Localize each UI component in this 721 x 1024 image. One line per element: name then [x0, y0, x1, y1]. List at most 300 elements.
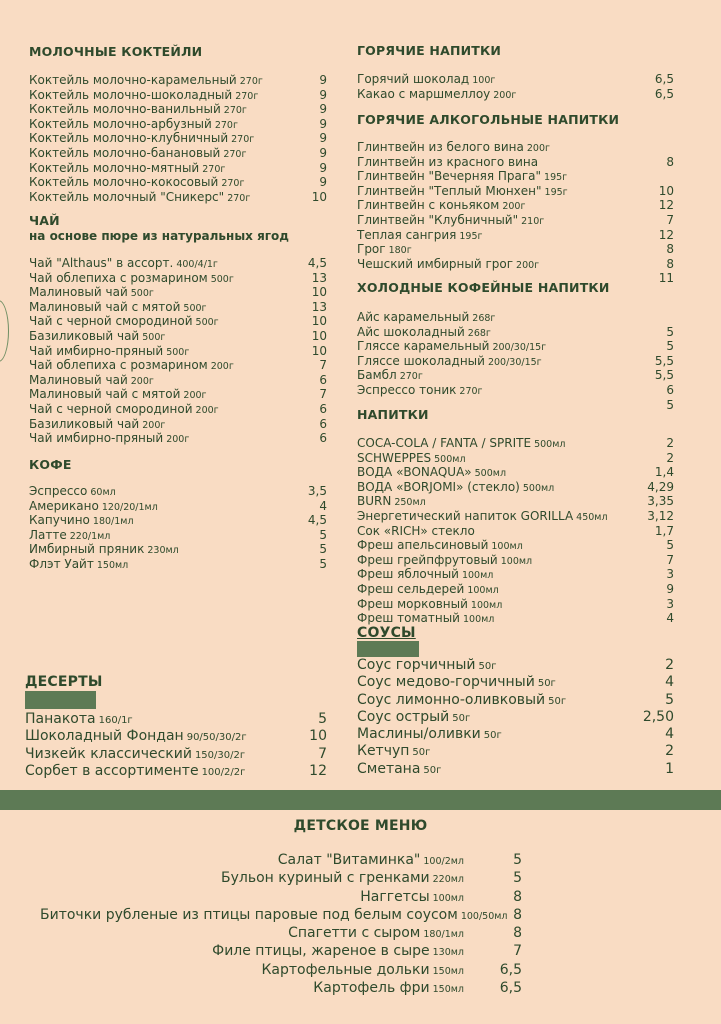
- menu-item: [40, 961, 522, 979]
- menu-item: [357, 726, 674, 743]
- menu-item-name: Гляссе карамельный: [357, 339, 490, 354]
- menu-item-name: Спагетти с сыром: [288, 925, 421, 942]
- menu-item-name: Глинтвейн из красного вина: [357, 154, 539, 169]
- menu-item-name: Фреш томатный: [357, 611, 460, 626]
- menu-item-name: Соус лимонно-оливковый: [357, 691, 546, 708]
- menu-item-weight: 270г: [459, 385, 483, 397]
- menu-item-price: 3,12: [647, 508, 674, 523]
- menu-item: [40, 851, 522, 869]
- menu-item-name: Фреш яблочный: [357, 567, 459, 582]
- menu-item-weight: 400/4/1г: [176, 259, 218, 270]
- menu-item: [357, 465, 674, 480]
- menu-item: [29, 344, 327, 359]
- section-title-tea: ЧАЙ: [29, 213, 60, 228]
- menu-item: [357, 140, 674, 155]
- menu-item: [29, 117, 327, 132]
- menu-item-price: 9: [319, 102, 327, 117]
- menu-item-price: 5: [513, 852, 522, 868]
- menu-item-name: Горячий шоколад: [357, 72, 470, 86]
- menu-item: [357, 184, 674, 199]
- menu-item-name: Чай облепиха с розмарином: [29, 358, 208, 373]
- menu-item-price: 7: [318, 745, 327, 762]
- menu-item-name: Чай с черной смородиной: [29, 314, 193, 329]
- menu-item: [29, 528, 327, 543]
- menu-item-weight: 180/1мл: [423, 929, 464, 941]
- menu-item: [357, 509, 674, 524]
- menu-item: [357, 72, 674, 87]
- menu-item-weight: 100/50мл: [460, 910, 508, 922]
- menu-item-weight: 100мл: [470, 599, 503, 611]
- menu-item-weight: 200г: [130, 375, 154, 387]
- drinks-list: [357, 436, 674, 626]
- menu-item-price: 10: [311, 285, 327, 300]
- menu-item-name: Шоколадный Фондан: [25, 728, 184, 745]
- menu-item: [357, 155, 674, 170]
- menu-item-price: 3,5: [307, 484, 327, 498]
- menu-item-price: 10: [309, 728, 327, 745]
- menu-item-price: 2,50: [642, 708, 674, 725]
- menu-item-weight: 500г: [166, 346, 190, 358]
- menu-item: [29, 542, 327, 557]
- menu-item-name: Малиновый чай: [29, 372, 128, 387]
- menu-item: [29, 358, 327, 373]
- menu-item-price: 10: [311, 189, 327, 204]
- menu-item-name: Базиликовый чай: [29, 416, 140, 431]
- menu-item-price: 5: [319, 527, 327, 542]
- menu-item-price: 9: [319, 160, 327, 175]
- menu-item-weight: 160/1г: [98, 715, 133, 726]
- menu-item: [357, 325, 674, 340]
- menu-item-weight: 100мл: [461, 570, 494, 582]
- menu-item-weight: 180/1мл: [92, 516, 134, 528]
- menu-item-price: 10: [311, 328, 327, 343]
- menu-item-price: 10: [658, 183, 674, 198]
- menu-item-name: Глинтвейн "Вечерняя Прага": [357, 169, 542, 184]
- menu-item-weight: 50г: [478, 661, 497, 672]
- menu-item: [357, 597, 674, 612]
- menu-item: [25, 763, 327, 780]
- menu-item-price: 6: [319, 401, 327, 416]
- menu-item-weight: 200г: [516, 259, 540, 271]
- menu-item: [357, 692, 674, 709]
- menu-item-name: Капучино: [29, 513, 90, 528]
- section-title-kids: ДЕТСКОЕ МЕНЮ: [293, 818, 428, 834]
- menu-item-price: 2: [666, 450, 674, 465]
- menu-item: [357, 354, 674, 369]
- menu-item-weight: 50г: [412, 747, 431, 759]
- menu-item-price: 8: [513, 925, 522, 942]
- menu-item-weight: 120/20/1мл: [101, 501, 158, 513]
- menu-item: [357, 436, 674, 451]
- menu-item-weight: 268г: [472, 313, 496, 324]
- menu-item-price: 5,5: [654, 368, 674, 383]
- menu-item-weight: 270г: [223, 105, 247, 117]
- menu-item-weight: 100мл: [467, 584, 499, 596]
- menu-item-weight: 50г: [537, 678, 556, 690]
- menu-item-name: Соус медово-горчичный: [357, 674, 535, 691]
- menu-item-name: Чай "Althaus" в ассорт.: [29, 256, 174, 270]
- menu-item-price: 8: [513, 906, 522, 923]
- menu-item-name: Фреш сельдерей: [357, 581, 465, 596]
- menu-item-name: Малиновый чай с мятой: [29, 387, 181, 402]
- menu-item-price: 6,5: [654, 86, 674, 101]
- menu-item-price: 5: [666, 339, 674, 354]
- menu-item: [29, 499, 327, 514]
- menu-item: [357, 494, 674, 509]
- sauces-accent-bar: [357, 641, 419, 657]
- menu-item-weight: 150мл: [432, 965, 464, 977]
- menu-item-price: 9: [319, 73, 327, 87]
- menu-item-name: Глинтвейн "Клубничный": [357, 212, 519, 227]
- menu-item-name: Имбирный пряник: [29, 542, 145, 557]
- menu-item-name: Чай имбирно-пряный: [29, 343, 164, 358]
- menu-item-weight: 270г: [239, 76, 263, 87]
- menu-item-name: Коктейль молочно-кокосовый: [29, 175, 219, 190]
- menu-item-price: 3: [666, 596, 674, 611]
- menu-item-price: 4: [665, 726, 674, 743]
- menu-item: [357, 339, 674, 354]
- menu-item: [40, 979, 522, 997]
- menu-item-price: 4,29: [647, 479, 674, 494]
- menu-item-name: Фреш грейпфрутовый: [357, 552, 498, 567]
- menu-item-name: Айс карамельный: [357, 310, 470, 324]
- menu-item-name: Биточки рубленые из птицы паровые под белым соусом: [40, 906, 458, 923]
- menu-item-name: Глинтвейн "Теплый Мюнхен": [357, 183, 542, 198]
- menu-item-weight: 200/30/15г: [487, 356, 542, 368]
- menu-item-weight: 220мл: [432, 874, 464, 886]
- menu-item-name: BURN: [357, 494, 392, 509]
- menu-item-weight: 270г: [235, 90, 259, 102]
- menu-item-weight: 195г: [544, 186, 568, 198]
- menu-item: [357, 198, 674, 213]
- menu-item-name: Малиновый чай: [29, 285, 128, 300]
- menu-item-name: Филе птицы, жареное в сыре: [212, 943, 430, 960]
- menu-item-weight: 200/30/15г: [492, 342, 547, 354]
- menu-item: [29, 557, 327, 572]
- menu-item-weight: 200г: [166, 434, 190, 446]
- menu-item-price: 1,4: [654, 465, 674, 480]
- menu-item: [29, 329, 327, 344]
- menu-item-name: Коктейль молочно-клубничный: [29, 131, 229, 146]
- hot-alcohol-list: [357, 140, 674, 286]
- menu-item-price: 7: [513, 943, 522, 960]
- menu-item: [29, 102, 327, 117]
- menu-item-weight: 195г: [544, 172, 568, 184]
- menu-item-weight: 230мл: [147, 545, 179, 557]
- menu-item-price: 5,5: [654, 353, 674, 368]
- menu-item-weight: 200г: [183, 390, 207, 402]
- menu-item-name: Коктейль молочный "Сникерс": [29, 189, 225, 204]
- menu-item-price: 2: [665, 657, 674, 673]
- kids-divider-bar: [0, 790, 721, 810]
- menu-item-price: 9: [319, 131, 327, 146]
- section-title-drinks: НАПИТКИ: [357, 407, 429, 422]
- menu-item: [29, 73, 327, 88]
- menu-item-name: Какао с маршмеллоу: [357, 86, 491, 101]
- menu-item-price: 6: [319, 372, 327, 387]
- menu-item-price: 9: [319, 116, 327, 131]
- coffee-list: [29, 484, 327, 572]
- menu-item-weight: 180г: [388, 245, 412, 257]
- menu-item-weight: 100/2мл: [423, 856, 464, 867]
- menu-item-name: Соус острый: [357, 708, 450, 725]
- menu-item-price: 5: [513, 870, 522, 887]
- menu-item-weight: 500мл: [434, 453, 466, 465]
- menu-item: [357, 169, 674, 184]
- menu-item-price: 8: [513, 888, 522, 905]
- section-title-sauces: СОУСЫ: [357, 625, 416, 641]
- section-title-hot-alcohol: ГОРЯЧИЕ АЛКОГОЛЬНЫЕ НАПИТКИ: [357, 112, 620, 127]
- menu-item-name: Чай с черной смородиной: [29, 401, 193, 416]
- menu-item: [357, 310, 674, 325]
- menu-item-price: 9: [319, 175, 327, 190]
- menu-item-name: Сок «RICH» стекло: [357, 523, 475, 538]
- desserts-list: [25, 711, 327, 780]
- menu-item-weight: 270г: [221, 178, 245, 190]
- menu-item-weight: 500г: [210, 273, 234, 285]
- section-title-desserts: ДЕСЕРТЫ: [25, 674, 103, 690]
- cold-coffee-list: [357, 310, 674, 412]
- menu-item-name: Глинтвейн из белого вина: [357, 140, 524, 154]
- menu-item-name: Глинтвейн с коньяком: [357, 198, 500, 213]
- menu-item-price: 12: [658, 227, 674, 242]
- menu-item: [357, 709, 674, 726]
- menu-item: [29, 402, 327, 417]
- menu-item-name: Чай облепиха с розмарином: [29, 270, 208, 285]
- menu-item-weight: 200г: [142, 419, 166, 431]
- menu-item-price: 12: [658, 198, 674, 213]
- menu-item-weight: 100мл: [491, 541, 523, 553]
- menu-item-weight: 500г: [142, 331, 166, 343]
- menu-item-weight: 200г: [210, 361, 234, 373]
- decorative-leaf-outline: [0, 300, 9, 362]
- menu-item: [357, 553, 674, 568]
- menu-item: [25, 746, 327, 763]
- menu-item-weight: 210г: [521, 215, 545, 227]
- menu-item-price: 5: [666, 324, 674, 339]
- tea-list: [29, 256, 327, 446]
- menu-item-price: 7: [666, 552, 674, 567]
- menu-item: [29, 300, 327, 315]
- menu-item-weight: 100мл: [500, 555, 533, 567]
- desserts-accent-bar: [25, 691, 96, 709]
- menu-item: [29, 417, 327, 432]
- menu-item: [357, 524, 674, 539]
- menu-item-name: Коктейль молочно-банановый: [29, 145, 221, 160]
- menu-item: [357, 743, 674, 760]
- menu-item: [357, 368, 674, 383]
- menu-item: [357, 567, 674, 582]
- menu-item-weight: 150мл: [432, 984, 464, 996]
- menu-item-price: 4,5: [307, 256, 327, 270]
- menu-item-weight: 200г: [493, 89, 517, 101]
- menu-item-price: 2: [665, 743, 674, 760]
- menu-item: [40, 924, 522, 942]
- menu-item-weight: 100г: [472, 75, 496, 86]
- menu-item-weight: 270г: [214, 119, 238, 131]
- menu-item-price: 2: [666, 436, 674, 450]
- menu-item-weight: 50г: [452, 712, 471, 724]
- menu-item-weight: 270г: [202, 163, 226, 175]
- section-title-cold-coffee: ХОЛОДНЫЕ КОФЕЙНЫЕ НАПИТКИ: [357, 280, 610, 295]
- menu-item-name: Чизкейк классический: [25, 745, 192, 762]
- menu-item: [357, 242, 674, 257]
- menu-item-name: Коктейль молочно-карамельный: [29, 73, 237, 87]
- menu-item-name: Латте: [29, 527, 67, 542]
- menu-item: [29, 190, 327, 205]
- menu-item: [25, 728, 327, 745]
- menu-item: [357, 657, 674, 674]
- menu-item: [29, 256, 327, 271]
- menu-item-name: Маслины/оливки: [357, 726, 481, 743]
- menu-item-weight: 270г: [227, 192, 251, 204]
- menu-item-weight: 100мл: [462, 614, 495, 626]
- menu-item: [357, 538, 674, 553]
- menu-item-weight: 500г: [183, 302, 207, 314]
- menu-item-price: 1: [665, 760, 674, 777]
- menu-item-weight: 500г: [130, 288, 154, 300]
- menu-item-weight: 60мл: [90, 487, 116, 498]
- menu-item: [357, 480, 674, 495]
- menu-item-name: Энергетический напиток GORILLA: [357, 508, 574, 523]
- menu-item-weight: 100мл: [432, 892, 464, 904]
- menu-item: [29, 271, 327, 286]
- menu-item-name: Сметана: [357, 760, 421, 777]
- menu-item: [29, 387, 327, 402]
- menu-item-price: 9: [666, 581, 674, 596]
- menu-item-name: Коктейль молочно-арбузный: [29, 116, 212, 131]
- menu-item-weight: 50г: [423, 764, 442, 776]
- menu-item-name: Американо: [29, 498, 99, 513]
- menu-item-price: 8: [666, 154, 674, 169]
- menu-item-name: Коктейль молочно-ванильный: [29, 102, 221, 117]
- menu-item-price: 7: [666, 212, 674, 227]
- menu-item-price: 6: [319, 431, 327, 446]
- menu-item-name: Салат "Витаминка": [277, 852, 421, 868]
- menu-item: [29, 146, 327, 161]
- menu-item: [40, 942, 522, 960]
- menu-item-weight: 270г: [231, 134, 255, 146]
- menu-item-name: Картофельные дольки: [261, 961, 430, 978]
- section-title-coffee: КОФЕ: [29, 457, 72, 472]
- menu-item: [40, 888, 522, 906]
- section-subtitle-tea: на основе пюре из натуральных ягод: [29, 229, 289, 243]
- menu-item-price: 12: [309, 762, 327, 779]
- milkshakes-list: [29, 73, 327, 204]
- menu-item: [357, 674, 674, 691]
- menu-item-weight: 200г: [195, 404, 219, 416]
- menu-item-price: 6,5: [499, 961, 522, 978]
- menu-item-name: Эспрессо: [29, 484, 88, 498]
- menu-item-price: 3: [666, 567, 674, 582]
- menu-item-weight: 270г: [399, 371, 423, 383]
- sauces-list: [357, 657, 674, 778]
- menu-item-price: 13: [311, 299, 327, 314]
- menu-item-weight: 200г: [526, 143, 550, 154]
- menu-item-name: Коктейль молочно-мятный: [29, 160, 200, 175]
- menu-item: [29, 285, 327, 300]
- menu-item: [357, 611, 674, 626]
- menu-item-name: ВОДА «BONAQUA»: [357, 465, 472, 480]
- section-title-milkshakes: МОЛОЧНЫЕ КОКТЕЙЛИ: [29, 44, 203, 59]
- menu-item-name: Панакота: [25, 711, 96, 727]
- menu-item-weight: 220/1мл: [69, 530, 111, 542]
- menu-item: [29, 373, 327, 388]
- menu-item-weight: 450мл: [576, 511, 608, 523]
- menu-item-price: 5: [319, 542, 327, 557]
- menu-item-weight: 50г: [483, 730, 502, 742]
- menu-item-name: Теплая сангрия: [357, 227, 457, 242]
- menu-item-name: Флэт Уайт: [29, 556, 94, 571]
- menu-item-name: Малиновый чай с мятой: [29, 299, 181, 314]
- menu-item-price: 4: [666, 611, 674, 626]
- menu-item-price: 6: [666, 382, 674, 397]
- menu-item: [29, 131, 327, 146]
- menu-item-price: 7: [319, 358, 327, 373]
- menu-item-weight: 500мл: [522, 482, 555, 494]
- menu-item: [357, 451, 674, 466]
- menu-item-name: Чай имбирно-пряный: [29, 431, 164, 446]
- menu-item-price: 5: [319, 556, 327, 571]
- menu-item-price: 9: [319, 145, 327, 160]
- menu-item-price: 1,7: [654, 523, 674, 538]
- menu-item: [357, 213, 674, 228]
- menu-item: [40, 869, 522, 887]
- menu-item-name: Сорбет в ассортименте: [25, 762, 199, 779]
- menu-item-name: Картофель фри: [313, 980, 430, 997]
- menu-item-price: 6: [319, 416, 327, 431]
- menu-item-price: 4: [665, 674, 674, 691]
- menu-item: [29, 175, 327, 190]
- menu-item-weight: 500г: [195, 317, 219, 329]
- menu-item: [29, 314, 327, 329]
- menu-item-price: 9: [319, 87, 327, 102]
- menu-item-price: 3,35: [647, 494, 674, 509]
- menu-item: [29, 161, 327, 176]
- menu-item-price: 7: [319, 387, 327, 402]
- menu-item-name: Фреш апельсиновый: [357, 538, 489, 553]
- menu-item-price: 5: [318, 711, 327, 727]
- menu-item-weight: 90/50/30/2г: [186, 732, 247, 744]
- menu-item: [357, 383, 674, 398]
- hot-drinks-list: [357, 72, 674, 101]
- menu-item-weight: 130мл: [432, 947, 464, 959]
- menu-item: [25, 711, 327, 728]
- menu-item-price: 10: [311, 314, 327, 329]
- menu-item: [357, 582, 674, 597]
- menu-item-name: SCHWEPPES: [357, 450, 432, 465]
- menu-item-name: Наггетсы: [360, 888, 430, 905]
- menu-item-name: Айс шоколадный: [357, 324, 465, 339]
- menu-item-name: Гляссе шоколадный: [357, 353, 485, 368]
- menu-item-price: 6,5: [499, 980, 522, 997]
- menu-item-weight: 100/2/2г: [201, 766, 246, 778]
- menu-item-price: 4,5: [307, 513, 327, 528]
- menu-item-price: 6,5: [654, 72, 674, 86]
- menu-item: [29, 484, 327, 499]
- menu-item-name: Соус горчичный: [357, 657, 476, 673]
- menu-item-name: Коктейль молочно-шоколадный: [29, 87, 233, 102]
- section-title-hot-drinks: ГОРЯЧИЕ НАПИТКИ: [357, 43, 502, 58]
- menu-item-name: Базиликовый чай: [29, 328, 140, 343]
- menu-item-price: 4: [319, 498, 327, 513]
- menu-item-price: 10: [311, 343, 327, 358]
- menu-item-price: 5: [666, 538, 674, 553]
- menu-item-price: 5: [666, 397, 674, 412]
- menu-item: [29, 513, 327, 528]
- menu-item-name: Фреш морковный: [357, 596, 468, 611]
- menu-item-weight: 200г: [502, 201, 526, 213]
